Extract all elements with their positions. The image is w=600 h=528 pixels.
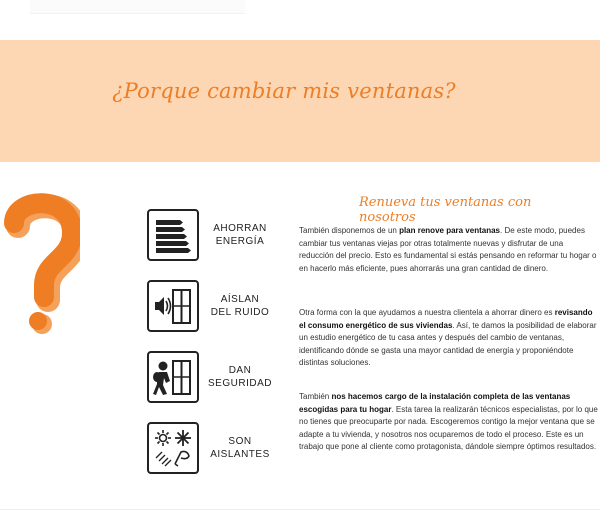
feature-security-label (202, 351, 278, 403)
feature-security-line2: SEGURIDAD (208, 378, 272, 389)
thermal-insulation-icon (153, 428, 193, 468)
thermal-insulation-icon-box (147, 422, 199, 474)
feature-insulation-line1: SON (228, 436, 252, 447)
feature-energy-label (202, 209, 278, 261)
feature-insulation (147, 422, 297, 474)
sound-insulation-icon (153, 286, 193, 326)
hero-banner (0, 40, 600, 162)
feature-insulation-line2: AISLANTES (210, 449, 270, 460)
feature-security-line1: DAN (228, 365, 252, 376)
feature-insulation-label (202, 422, 278, 474)
p1-text-c: . De este modo, puedes cambiar tus ventanas viejas por otras totalmente nuevas y disfrutar de una reducción del precio. Esto es fundamental si estás pensando en reformar tu hogar o en hacerlo más eficiente, pues ahorrarás una gran cantidad de dinero. (299, 226, 597, 273)
p2-text-a: Otra forma con la que ayudamos a nuestra clientela a ahorrar dinero es (299, 308, 555, 317)
energy-rating-icon-box (147, 209, 199, 261)
feature-energy-line2: ENERGÍA (215, 236, 265, 247)
feature-noise-line2: DEL RUIDO (210, 307, 270, 318)
security-thief-icon-box (147, 351, 199, 403)
feature-noise (147, 280, 297, 332)
p1-text-bold: plan renove para ventanas (399, 226, 500, 235)
sound-insulation-icon-box (147, 280, 199, 332)
paragraph-installation (299, 391, 599, 454)
p3-text-c: . Esta tarea la realizarán técnicos especialistas, por lo que no tienes que preocuparte por nada. Escogeremos contigo la mejor ventana que se adapte a tu vivienda, y nosotros nos ocuparemos de todo el proceso. Este es un trabajo que pone al cliente como protagonista, dándole siempre óptimos resultados. (299, 404, 598, 452)
security-thief-icon (153, 357, 193, 397)
bottom-divider (0, 509, 600, 510)
p2-text-bold: revisando el consumo energético de sus viviendas (299, 308, 593, 330)
feature-security (147, 351, 297, 403)
question-mark-icon (0, 193, 80, 341)
p2-text-c: . Así, te damos la posibilidad de elaborar un estudio energético de tu casa antes y después del cambio de ventanas, identificando dónde se gasta una mayor cantidad de energía y proponiéndote distintas soluciones. (299, 320, 597, 368)
feature-energy-line1: AHORRAN (213, 223, 267, 234)
feature-noise-label (202, 280, 278, 332)
paragraph-energy-review (299, 307, 599, 370)
p1-text-a: También disponemos de un (299, 226, 400, 235)
paragraph-plan-renove (299, 225, 599, 275)
feature-noise-line1: AÍSLAN (220, 294, 260, 305)
p3-text-a: También (299, 392, 332, 401)
banner-title: ¿Porque cambiar mis ventanas? (112, 79, 456, 103)
faint-header-remnant (30, 0, 245, 14)
feature-energy (147, 209, 297, 261)
p3-text-bold: nos hacemos cargo de la instalación completa de las ventanas escogidas para tu hogar (299, 392, 571, 414)
section-subtitle: Renueva tus ventanas con nosotros (359, 195, 532, 225)
energy-rating-icon (153, 215, 193, 255)
top-strip (0, 0, 600, 40)
